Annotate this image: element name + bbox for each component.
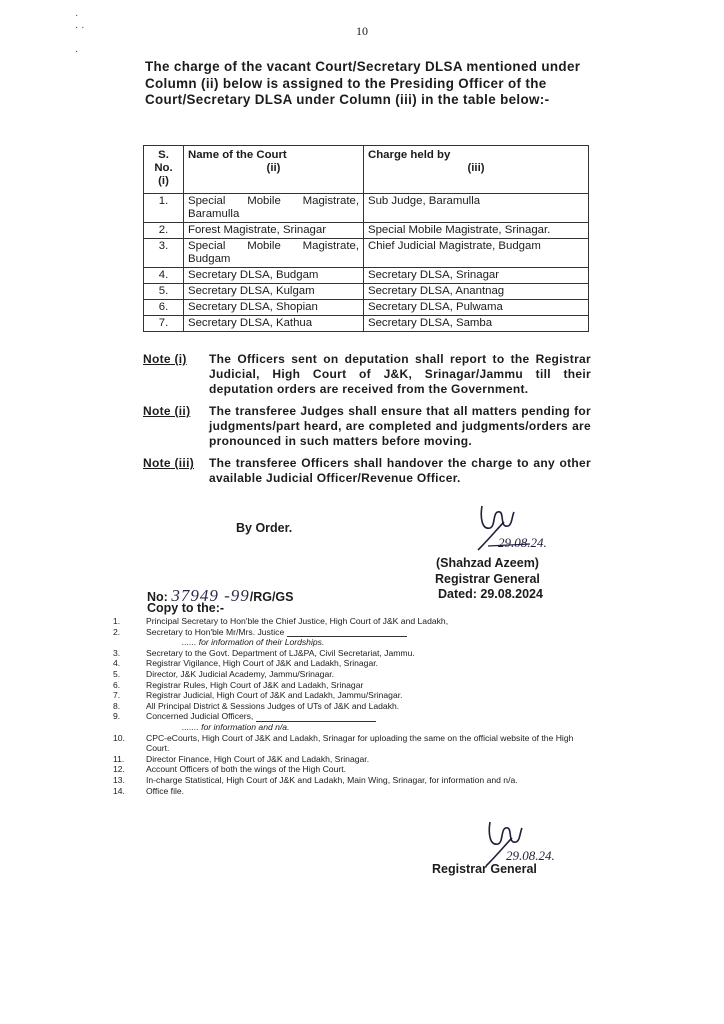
list-item — [113, 701, 593, 712]
note-item — [143, 456, 591, 486]
final-signatory-designation: Registrar General — [432, 862, 537, 876]
item-subtext: ...... for information of their Lordships. — [182, 637, 325, 648]
list-item-sub — [113, 722, 593, 733]
item-text: Registrar Judicial, High Court of J&K and Ladakh, Jammu/Srinagar. — [146, 690, 403, 701]
charge-table — [143, 145, 589, 332]
table-row — [144, 268, 589, 284]
table-row — [144, 239, 589, 268]
list-item — [113, 669, 593, 680]
header-sno — [144, 146, 184, 194]
item-number: 3. — [113, 647, 121, 658]
header-sub: (iii) — [467, 162, 485, 174]
cell-charge: Sub Judge, Baramulla — [364, 194, 589, 223]
list-item-sub — [113, 637, 593, 648]
item-text: In-charge Statistical, High Court of J&K and Ladakh, Main Wing, Srinagar, for information and n/a. — [146, 774, 518, 785]
list-item — [113, 764, 593, 775]
cell-sno: 5. — [144, 284, 184, 300]
table-row — [144, 223, 589, 239]
list-item — [113, 775, 593, 786]
header-charge — [364, 146, 589, 194]
item-text: Secretary to Hon'ble Mr/Mrs. Justice — [146, 626, 285, 637]
cell-sno: 4. — [144, 268, 184, 284]
cell-charge: Special Mobile Magistrate, Srinagar. — [364, 223, 589, 239]
cell-sno: 7. — [144, 316, 184, 332]
item-number: 14. — [113, 785, 125, 796]
order-date: Dated: 29.08.2024 — [438, 587, 543, 601]
table-row — [144, 284, 589, 300]
signature-mark — [470, 498, 600, 563]
item-text: Office file. — [146, 785, 185, 796]
list-item — [113, 786, 593, 797]
cell-sno: 3. — [144, 239, 184, 268]
order-number-handwritten: 37949 -99 — [171, 586, 250, 605]
item-number: 6. — [113, 679, 121, 690]
header-sub: (i) — [158, 175, 169, 187]
table-row — [144, 194, 589, 223]
header-court — [184, 146, 364, 194]
item-number: 8. — [113, 700, 121, 711]
list-item — [113, 616, 593, 627]
list-item — [113, 648, 593, 659]
cell-court: Secretary DLSA, Budgam — [184, 268, 364, 284]
item-number: 12. — [113, 764, 125, 775]
scan-specks: · · · · — [75, 10, 85, 57]
header-label: S. No. — [154, 149, 173, 174]
list-item — [113, 658, 593, 669]
item-text: Secretary to the Govt. Department of LJ&PA, Civil Secretariat, Jammu. — [146, 647, 415, 658]
cell-court: Secretary DLSA, Kulgam — [184, 284, 364, 300]
order-number-prefix: No: — [147, 590, 168, 604]
item-number: 13. — [113, 774, 125, 785]
signatory-block — [435, 556, 540, 587]
list-item — [113, 627, 593, 638]
cell-court: Special Mobile Magistrate, Baramulla — [184, 194, 364, 223]
header-label: Charge held by — [368, 149, 451, 161]
item-text: Account Officers of both the wings of the High Court. — [146, 764, 346, 775]
list-item — [113, 690, 593, 701]
item-number: 11. — [113, 753, 125, 764]
cell-charge: Chief Judicial Magistrate, Budgam — [364, 239, 589, 268]
signatory-name: (Shahzad Azeem) — [435, 556, 539, 570]
cell-court: Forest Magistrate, Srinagar — [184, 223, 364, 239]
copy-to-list — [113, 616, 593, 796]
order-number-suffix: /RG/GS — [249, 590, 294, 604]
list-item — [113, 711, 593, 722]
item-text: Registrar Rules, High Court of J&K and Ladakh, Srinagar — [146, 679, 364, 690]
item-number: 1. — [113, 616, 121, 626]
note-label: Note (ii) — [143, 404, 191, 418]
note-text: The Officers sent on deputation shall report to the Registrar Judicial, High Court of J&K, Srinagar/Jammu till their deputation orders are received from the Government. — [209, 352, 591, 396]
cell-sno: 1. — [144, 194, 184, 223]
item-text: CPC-eCourts, High Court of J&K and Ladakh, Srinagar for uploading the same on the official website of the High Court. — [146, 732, 574, 754]
list-item — [113, 754, 593, 765]
item-number: 9. — [113, 711, 121, 722]
note-item — [143, 352, 591, 397]
note-text: The transferee Officers shall handover the charge to any other available Judicial Officer/Revenue Officer. — [209, 456, 591, 485]
cell-charge: Secretary DLSA, Anantnag — [364, 284, 589, 300]
list-item — [113, 680, 593, 691]
cell-charge: Secretary DLSA, Pulwama — [364, 300, 589, 316]
item-subtext: ....... for information and n/a. — [182, 721, 290, 732]
item-number: 4. — [113, 658, 121, 669]
signature-date: 29.08.24. — [498, 535, 547, 550]
blank-line — [256, 713, 376, 722]
item-number: 10. — [113, 732, 125, 743]
list-item — [113, 733, 593, 754]
page-number: 10 — [356, 24, 368, 38]
intro-paragraph: The charge of the vacant Court/Secretary DLSA mentioned under Column (ii) below is assigned to the Presiding Officer of the Court/Secretary DLSA under Column (iii) in the table below:- — [145, 59, 581, 107]
item-text: All Principal District & Sessions Judges of UTs of J&K and Ladakh. — [146, 700, 400, 711]
cell-court: Secretary DLSA, Shopian — [184, 300, 364, 316]
cell-court: Secretary DLSA, Kathua — [184, 316, 364, 332]
table-row — [144, 300, 589, 316]
note-label: Note (i) — [143, 352, 187, 366]
header-label: Name of the Court — [188, 149, 287, 161]
table-header-row — [144, 146, 589, 194]
cell-charge: Secretary DLSA, Srinagar — [364, 268, 589, 284]
final-signature-date: 29.08.24. — [506, 848, 555, 863]
by-order: By Order. — [236, 521, 293, 535]
blank-line — [287, 628, 407, 637]
item-number: 2. — [113, 626, 121, 637]
item-text: Director, J&K Judicial Academy, Jammu/Srinagar. — [146, 668, 335, 679]
signatory-designation: Registrar General — [435, 571, 540, 586]
notes-section — [143, 352, 591, 493]
item-text: Principal Secretary to Hon'ble the Chief Justice, High Court of J&K and Ladakh, — [146, 616, 449, 626]
note-label: Note (iii) — [143, 456, 194, 470]
cell-charge: Secretary DLSA, Samba — [364, 316, 589, 332]
cell-sno: 6. — [144, 300, 184, 316]
item-number: 7. — [113, 690, 121, 701]
cell-court: Special Mobile Magistrate, Budgam — [184, 239, 364, 268]
cell-sno: 2. — [144, 223, 184, 239]
note-item — [143, 404, 591, 449]
copy-to-heading: Copy to the:- — [147, 601, 225, 615]
header-sub: (ii) — [266, 162, 281, 174]
item-number: 5. — [113, 668, 121, 679]
table-row — [144, 316, 589, 332]
item-text: Director Finance, High Court of J&K and Ladakh, Srinagar. — [146, 753, 370, 764]
note-text: The transferee Judges shall ensure that all matters pending for judgments/part heard, are completed and judgments/orders are pronounced in such matters before moving. — [209, 404, 591, 448]
item-text: Concerned Judicial Officers, — [146, 711, 254, 722]
item-text: Registrar Vigilance, High Court of J&K and Ladakh, Srinagar. — [146, 658, 379, 669]
